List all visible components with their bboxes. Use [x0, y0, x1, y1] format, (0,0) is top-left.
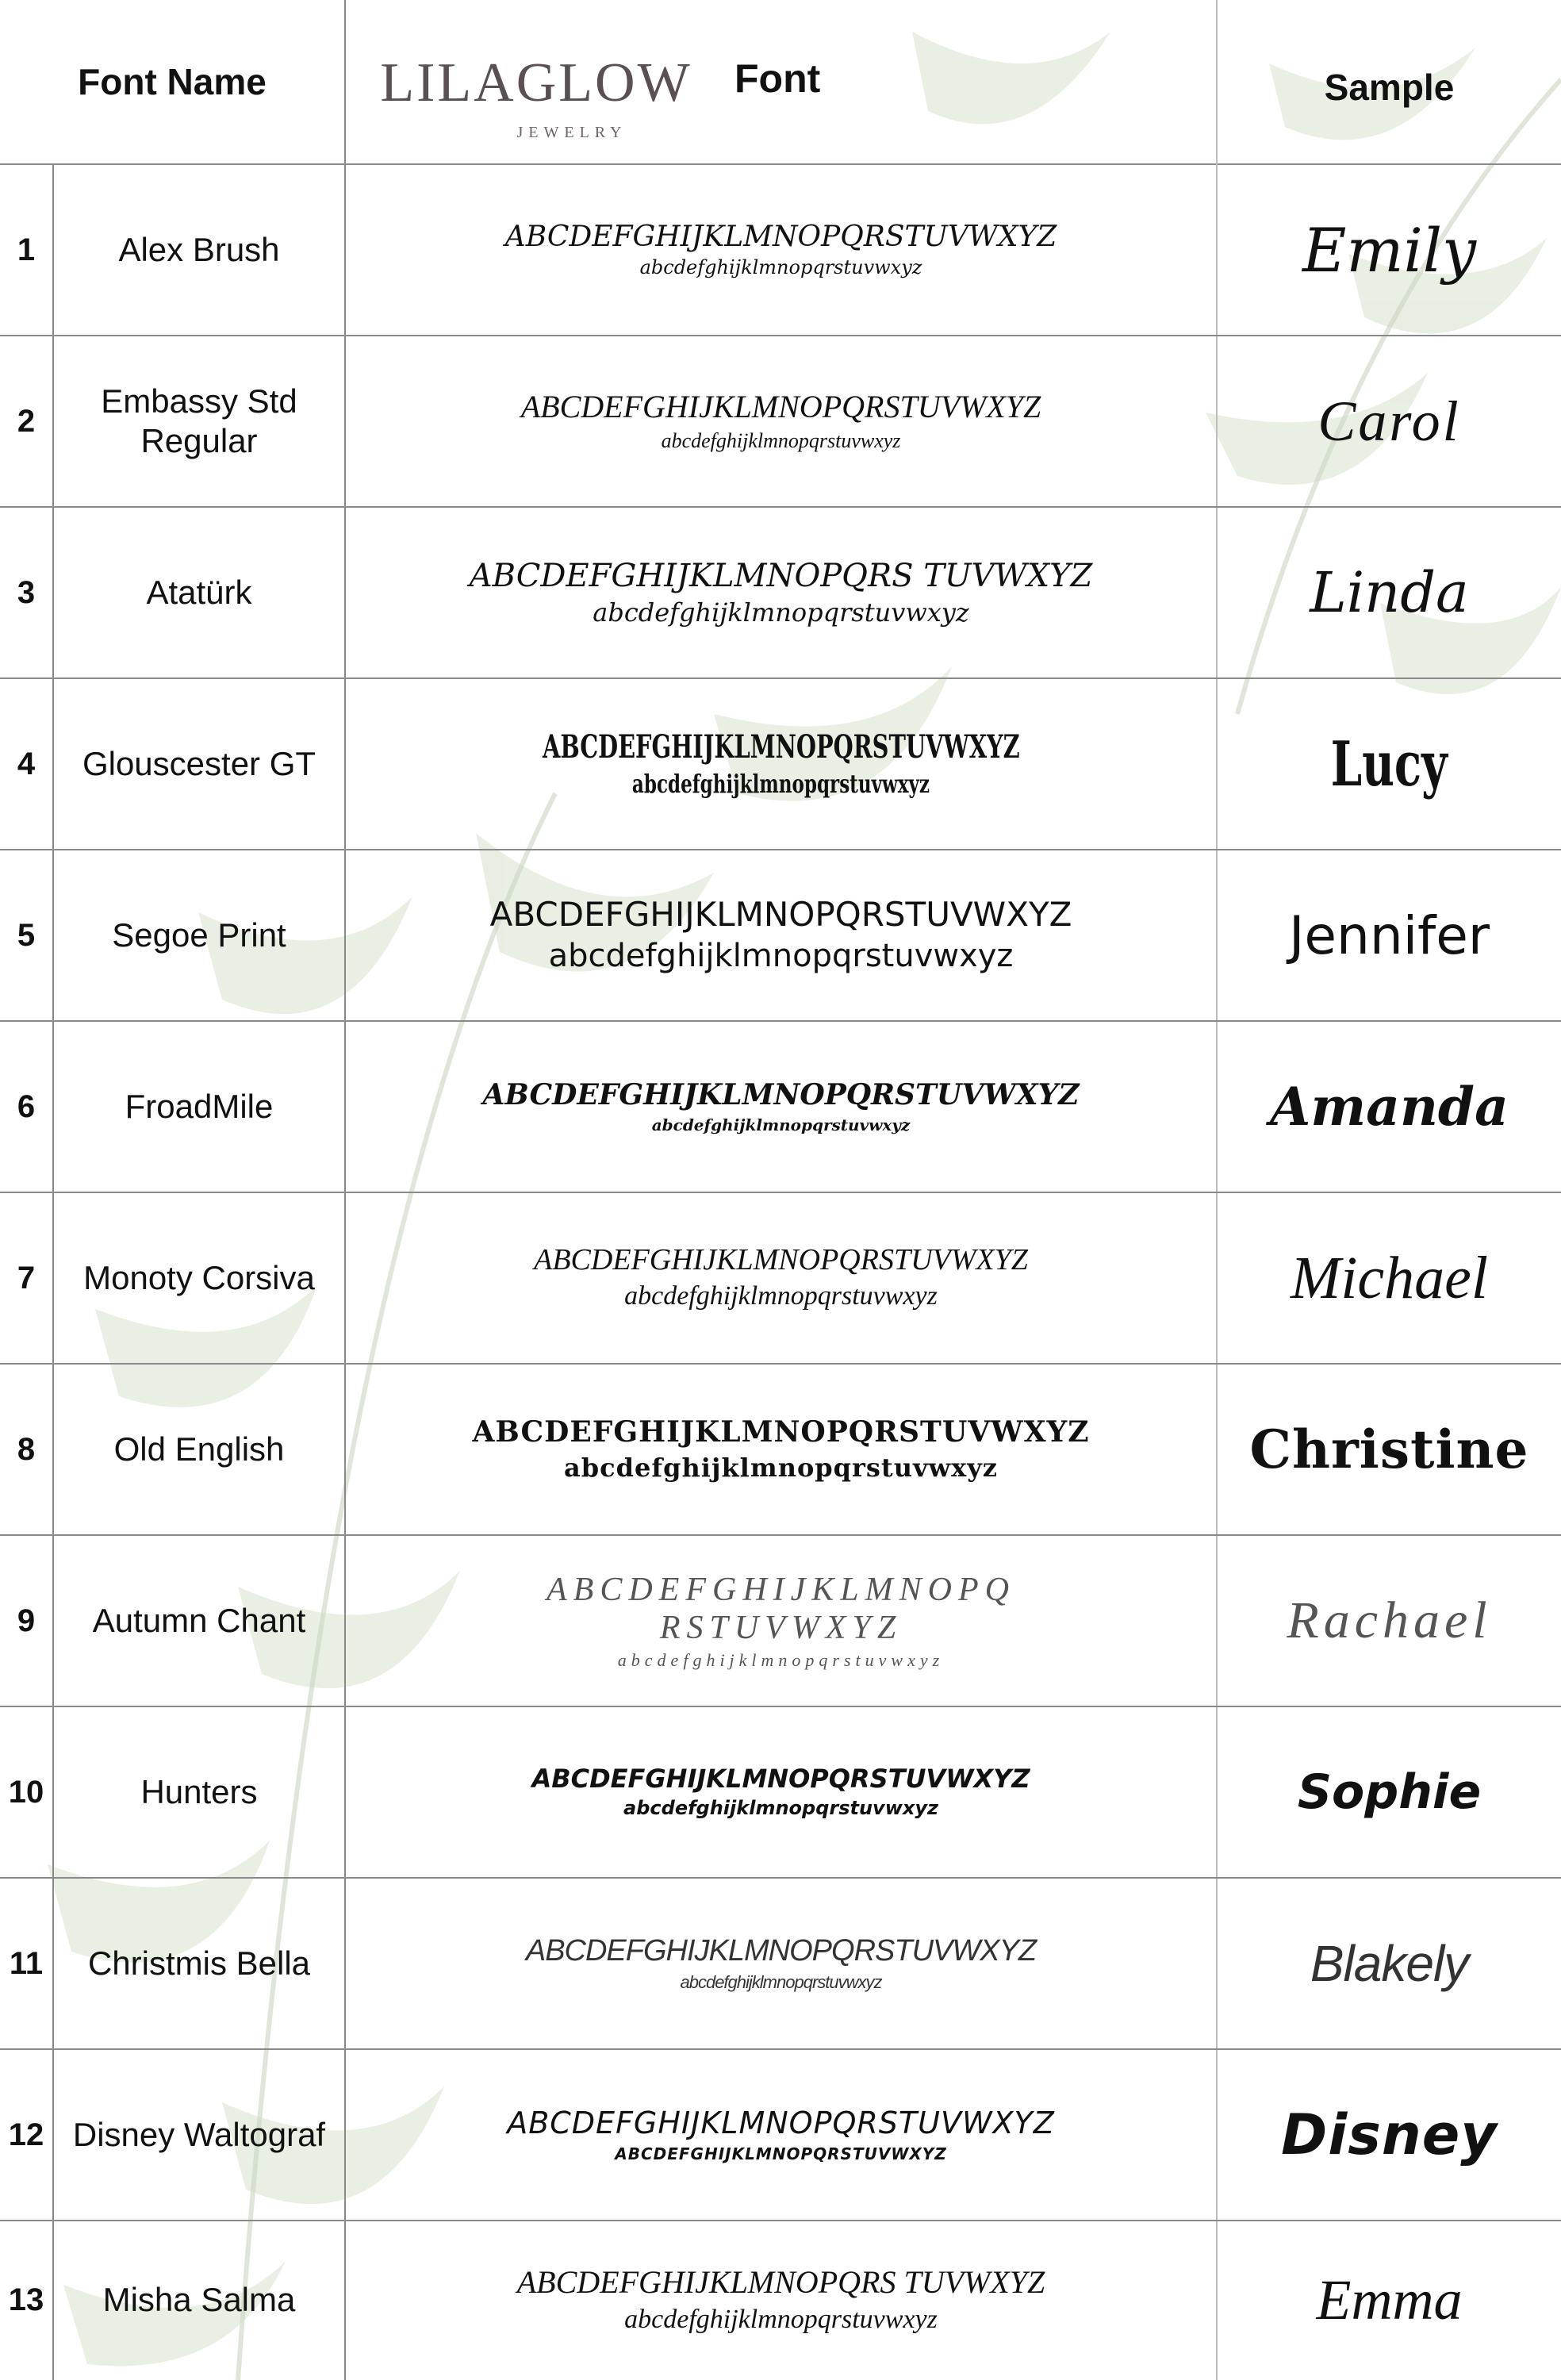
header-font-name: Font Name [78, 61, 267, 102]
specimen-uppercase: ABCDEFGHIJKLMNOPQRSTUVWXYZ [472, 1415, 1090, 1449]
font-specimen [346, 679, 1216, 849]
table-row [0, 850, 1561, 1022]
table-row [0, 679, 1561, 850]
specimen-uppercase: ABCDEFGHIJKLMNOPQRSTUVWXYZ [525, 1933, 1037, 1967]
specimen-uppercase: ABCDEFGHIJKLMNOPQRSTUVWXYZ [534, 1242, 1028, 1276]
specimen-lowercase: abcdefghijklmnopqrstuvwxyz [680, 1971, 882, 1992]
specimen-lowercase: abcdefghijklmnopqrstuvwxyz [564, 1452, 998, 1483]
table-row [0, 508, 1561, 679]
font-sample: Emily [1302, 214, 1477, 286]
table-row [0, 1022, 1561, 1193]
specimen-lowercase: ABCDEFGHIJKLMNOPQRSTUVWXYZ [615, 2144, 947, 2163]
font-sample: Emma [1316, 2267, 1463, 2332]
row-number: 10 [8, 1774, 44, 1810]
header-font: Font [734, 56, 821, 101]
font-specimen [346, 1707, 1216, 1877]
row-number: 6 [17, 1088, 36, 1124]
table-row [0, 2050, 1561, 2221]
specimen-lowercase: abcdefghijklmnopqrstuvwxyz [624, 1281, 938, 1311]
specimen-lowercase: abcdefghijklmnopqrstuvwxyz [548, 938, 1014, 975]
font-name: Glouscester GT [82, 744, 316, 782]
row-number: 2 [17, 403, 36, 439]
font-sample: Sophie [1297, 1764, 1482, 1820]
font-name: Autumn Chant [92, 1601, 306, 1639]
font-name: FroadMile [125, 1087, 274, 1125]
row-number: 1 [17, 232, 36, 267]
table-row [0, 165, 1561, 336]
font-sample: Linda [1310, 560, 1469, 625]
table-header [0, 0, 1561, 165]
font-specimen [346, 1365, 1216, 1534]
font-specimen [346, 1879, 1216, 2048]
font-specimen [346, 165, 1216, 335]
specimen-lowercase: abcdefghijklmnopqrstuvwxyz [631, 768, 930, 799]
row-number: 7 [17, 1260, 36, 1296]
specimen-uppercase: ABCDEFGHIJKLMNOPQRSTUVWXYZ [507, 2106, 1055, 2141]
table-row [0, 336, 1561, 508]
font-name: Atatürk [146, 573, 252, 611]
table-row [0, 2221, 1561, 2378]
font-specimen [346, 2221, 1216, 2378]
specimen-uppercase: ABCDEFGHIJKLMNOPQRSTUVWXYZ [489, 894, 1072, 934]
specimen-uppercase-continued: RSTUVWXYZ [659, 1609, 903, 1646]
logo-tagline: JEWELRY [516, 124, 627, 141]
font-name: Embassy Std Regular [101, 382, 297, 459]
font-name: Hunters [140, 1772, 258, 1810]
row-number: 9 [17, 1603, 36, 1638]
specimen-lowercase: abcdefghijklmnopqrstuvwxyz [617, 1650, 945, 1671]
font-sample: Lucy [1330, 727, 1448, 800]
header-sample: Sample [1324, 67, 1455, 108]
font-sample: Christine [1249, 1418, 1529, 1480]
table-row [0, 1365, 1561, 1536]
table-row [0, 1707, 1561, 1879]
font-name: Segoe Print [112, 916, 286, 954]
specimen-uppercase: ABCDEFGHIJKLMNOPQRSTUVWXYZ [520, 389, 1041, 425]
font-name: Old English [113, 1430, 285, 1468]
font-specimen [346, 508, 1216, 678]
row-number: 12 [8, 2117, 44, 2152]
font-specimen [346, 336, 1216, 506]
specimen-lowercase: abcdefghijklmnopqrstuvwxyz [639, 256, 922, 279]
font-specimen [346, 1022, 1216, 1192]
logo-wordmark: LILAGLOW [380, 52, 692, 113]
row-number: 3 [17, 574, 36, 610]
specimen-lowercase: abcdefghijklmnopqrstuvwxyz [593, 597, 969, 628]
font-sample: Rachael [1287, 1591, 1492, 1649]
specimen-uppercase: ABCDEFGHIJKLMNOPQRSTUVWXYZ [531, 1764, 1030, 1795]
font-sample: Amanda [1270, 1076, 1509, 1138]
table-row [0, 1536, 1561, 1707]
row-number: 5 [17, 917, 36, 953]
specimen-lowercase: abcdefghijklmnopqrstuvwxyz [623, 1797, 938, 1819]
font-specimen [346, 1193, 1216, 1363]
font-name: Disney Waltograf [72, 2115, 326, 2153]
row-number: 8 [17, 1431, 36, 1467]
specimen-uppercase: ABCDEFGHIJKLMNOPQRS TUVWXYZ [516, 2263, 1045, 2300]
font-sample: Carol [1317, 389, 1461, 453]
font-specimen [346, 2050, 1216, 2220]
specimen-uppercase: ABCDEFGHIJKLMNOPQRSTUVWXYZ [542, 727, 1020, 766]
table-row [0, 1879, 1561, 2050]
font-sample: Disney [1281, 2102, 1498, 2167]
font-sample: Blakely [1310, 1935, 1469, 1992]
font-specimen [346, 850, 1216, 1020]
font-name: Alex Brush [118, 230, 280, 268]
specimen-uppercase: ABCDEFGHIJKLMNOPQRSTUVWXYZ [504, 220, 1057, 253]
specimen-lowercase: abcdefghijklmnopqrstuvwxyz [624, 2304, 938, 2334]
specimen-lowercase: abcdefghijklmnopqrstuvwxyz [651, 1115, 911, 1134]
specimen-uppercase: ABCDEFGHIJKLMNOPQ [547, 1571, 1015, 1608]
specimen-lowercase: abcdefghijklmnopqrstuvwxyz [661, 429, 901, 453]
specimen-uppercase: ABCDEFGHIJKLMNOPQRSTUVWXYZ [482, 1078, 1080, 1112]
brand-logo [362, 52, 711, 142]
row-number: 11 [9, 1945, 44, 1981]
font-name: Christmis Bella [87, 1944, 311, 1982]
font-name: Misha Salma [102, 2280, 296, 2318]
font-sample: Jennifer [1288, 904, 1490, 966]
font-sample: Michael [1290, 1244, 1488, 1311]
specimen-uppercase: ABCDEFGHIJKLMNOPQRS TUVWXYZ [469, 557, 1093, 594]
font-specimen [346, 1536, 1216, 1706]
row-number: 4 [17, 746, 36, 781]
row-number: 13 [8, 2282, 44, 2317]
font-name: Monoty Corsiva [83, 1258, 315, 1296]
table-row [0, 1193, 1561, 1365]
